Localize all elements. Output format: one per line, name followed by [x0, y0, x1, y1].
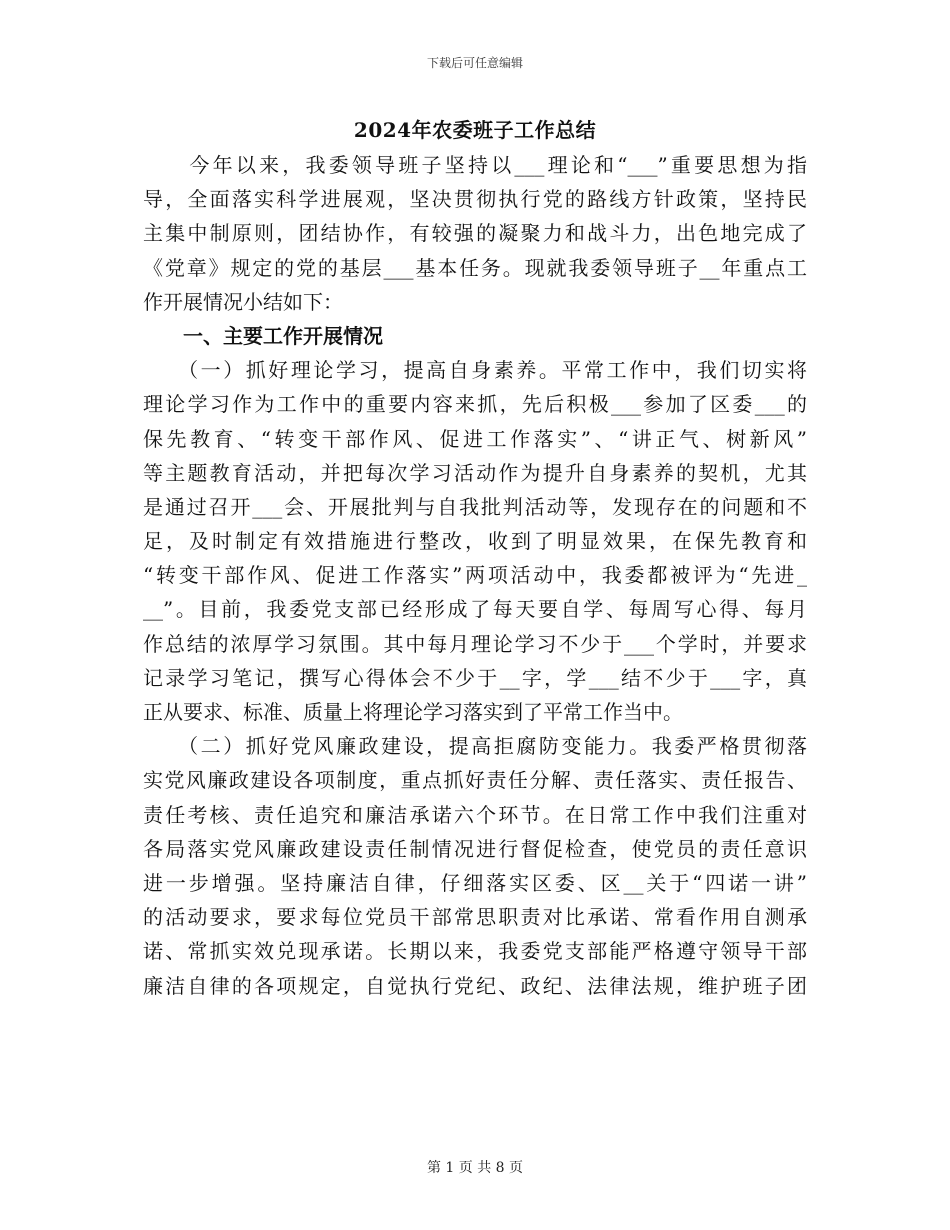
- body-line: 主集中制原则，团结协作，有较强的凝聚力和战斗力，出色地完成了: [143, 221, 807, 246]
- body-line: 实党风廉政建设各项制度，重点抓好责任分解、责任落实、责任报告、: [143, 768, 807, 793]
- body-line: 导，全面落实科学进展观，坚决贯彻执行党的路线方针政策，坚持民: [143, 187, 807, 212]
- document-title: 2024年农委班子工作总结: [353, 118, 597, 142]
- section-heading: 一、主要工作开展情况: [143, 323, 383, 348]
- body-line: 是通过召开___会、开展批判与自我批判活动等，发现存在的问题和不: [143, 494, 807, 519]
- body-line: 诺、常抓实效兑现承诺。长期以来，我委党支部能严格遵守领导干部: [143, 939, 807, 964]
- body-line: 等主题教育活动，并把每次学习活动作为提升自身素养的契机，尤其: [143, 460, 807, 485]
- document-body: [143, 148, 807, 1003]
- body-line: 各局落实党风廉政建设责任制情况进行督促检查，使党员的责任意识: [143, 836, 807, 861]
- body-line: 进一步增强。坚持廉洁自律，仔细落实区委、区__关于“四诺一讲”: [143, 870, 807, 895]
- body-line: 作开展情况小结如下：: [143, 289, 343, 314]
- body-line: 《党章》规定的党的基层___基本任务。现就我委领导班子__年重点工: [143, 255, 807, 280]
- body-line: 今年以来，我委领导班子坚持以___理论和“___”重要思想为指: [143, 153, 807, 177]
- body-line: 的活动要求，要求每位党员干部常思职责对比承诺、常看作用自测承: [143, 905, 807, 930]
- page-number-footer: 第 1 页 共 8 页: [426, 1160, 524, 1176]
- body-line: 足，及时制定有效措施进行整改，收到了明显效果，在保先教育和: [143, 529, 807, 554]
- body-line: 作总结的浓厚学习氛围。其中每月理论学习不少于___个学时，并要求: [143, 631, 807, 656]
- body-line: （一）抓好理论学习，提高自身素养。平常工作中，我们切实将: [143, 358, 807, 383]
- body-line: 正从要求、标准、质量上将理论学习落实到了平常工作当中。: [143, 700, 683, 724]
- body-line: 理论学习作为工作中的重要内容来抓，先后积极___参加了区委___的: [143, 392, 807, 417]
- body-line: 保先教育、“转变干部作风、促进工作落实”、“讲正气、树新风”: [143, 426, 807, 451]
- body-line: “转变干部作风、促进工作落实”两项活动中，我委都被评为“先进_: [143, 563, 807, 588]
- body-line: 责任考核、责任追究和廉洁承诺六个环节。在日常工作中我们注重对: [143, 802, 807, 827]
- body-line: （二）抓好党风廉政建设，提高拒腐防变能力。我委严格贯彻落: [143, 734, 807, 759]
- body-line: __”。目前，我委党支部已经形成了每天要自学、每周写心得、每月: [143, 597, 807, 622]
- header-note: 下载后可任意编辑: [426, 56, 523, 70]
- body-line: 廉洁自律的各项规定，自觉执行党纪、政纪、法律法规，维护班子团: [143, 973, 807, 998]
- body-line: 记录学习笔记，撰写心得体会不少于__字，学___结不少于___字，真: [143, 665, 807, 690]
